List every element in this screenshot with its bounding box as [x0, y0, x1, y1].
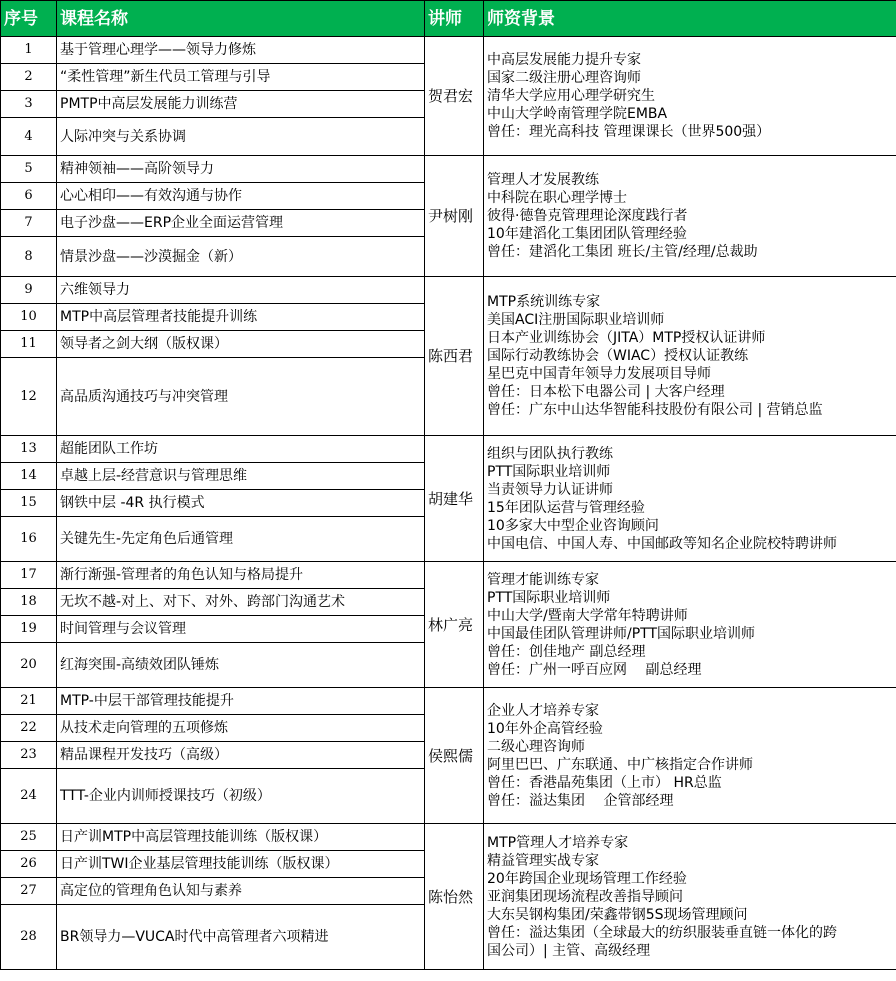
course-name: 超能团队工作坊 — [57, 436, 425, 463]
header-num: 序号 — [1, 1, 57, 37]
course-number: 10 — [1, 304, 57, 331]
course-number: 22 — [1, 715, 57, 742]
teacher-background — [484, 156, 896, 277]
teacher-name: 陈西君 — [425, 277, 484, 436]
table-body — [1, 37, 896, 970]
course-name: 精神领袖——高阶领导力 — [57, 156, 425, 183]
header-row — [1, 1, 896, 37]
table-row — [1, 37, 896, 64]
teacher-background — [484, 277, 896, 436]
course-name: 无坎不越-对上、对下、对外、跨部门沟通艺术 — [57, 589, 425, 616]
course-name: 卓越上层-经营意识与管理思维 — [57, 463, 425, 490]
background-line: PTT国际职业培训师 — [487, 589, 611, 606]
background-line: 曾任：理光高科技 管理课课长（世界500强） — [487, 124, 771, 140]
course-name: 时间管理与会议管理 — [57, 616, 425, 643]
course-name: 高品质沟通技巧与冲突管理 — [57, 358, 425, 436]
header-course: 课程名称 — [57, 1, 425, 37]
background-line: 曾任：溢达集团 企管部经理 — [487, 792, 674, 809]
background-line: 彼得·德鲁克管理理论深度践行者 — [487, 208, 688, 224]
course-number: 12 — [1, 358, 57, 436]
background-line: 曾任：广东中山达华智能科技股份有限公司 | 营销总监 — [487, 402, 823, 418]
course-number: 21 — [1, 688, 57, 715]
course-number: 25 — [1, 824, 57, 851]
background-line: 曾任：创佳地产 副总经理 — [487, 643, 646, 660]
table-row — [1, 562, 896, 589]
table-row — [1, 436, 896, 463]
background-line: 中高层发展能力提升专家 — [487, 52, 641, 68]
teacher-name: 贺君宏 — [425, 37, 484, 156]
table-row — [1, 824, 896, 851]
teacher-background — [484, 562, 896, 688]
teacher-name: 林广亮 — [425, 562, 484, 688]
background-line: 精益管理实战专家 — [487, 852, 599, 869]
background-line: 中国最佳团队管理讲师/PTT国际职业培训师 — [487, 625, 756, 642]
course-name: 精品课程开发技巧（高级） — [57, 742, 425, 769]
course-name: 日产训TWI企业基层管理技能训练（版权课） — [57, 851, 425, 878]
course-number: 4 — [1, 118, 57, 156]
background-line: 日本产业训练协会（JITA）MTP授权认证讲师 — [487, 330, 766, 346]
teacher-name: 侯熙儒 — [425, 688, 484, 824]
course-name: 红海突围-高绩效团队锤炼 — [57, 643, 425, 688]
course-name: 电子沙盘——ERP企业全面运营管理 — [57, 210, 425, 237]
course-number: 18 — [1, 589, 57, 616]
teacher-background — [484, 436, 896, 562]
course-number: 2 — [1, 64, 57, 91]
teacher-background — [484, 37, 896, 156]
course-name: 日产训MTP中高层管理技能训练（版权课） — [57, 824, 425, 851]
background-line: 曾任：建滔化工集团 班长/主管/经理/总裁助 — [487, 244, 758, 260]
course-name: 高定位的管理角色认知与素养 — [57, 878, 425, 905]
background-line: 10年建滔化工集团团队管理经验 — [487, 226, 687, 242]
background-line: 中科院在职心理学博士 — [487, 190, 627, 206]
background-line: 清华大学应用心理学研究生 — [487, 88, 655, 104]
course-number: 5 — [1, 156, 57, 183]
table-row — [1, 277, 896, 304]
course-number: 1 — [1, 37, 57, 64]
course-number: 7 — [1, 210, 57, 237]
header-teacher: 讲师 — [425, 1, 484, 37]
background-line: 中山大学岭南管理学院EMBA — [487, 106, 668, 122]
background-line: 亚润集团现场流程改善指导顾问 — [487, 888, 683, 905]
course-name: MTP-中层干部管理技能提升 — [57, 688, 425, 715]
course-number: 19 — [1, 616, 57, 643]
background-line: 国公司）| 主管、高级经理 — [487, 942, 651, 959]
course-name: 从技术走向管理的五项修炼 — [57, 715, 425, 742]
course-number: 3 — [1, 91, 57, 118]
background-line: 曾任：香港晶苑集团（上市） HR总监 — [487, 774, 722, 791]
course-name: 领导者之剑大纲（版权课） — [57, 331, 425, 358]
teacher-background — [484, 688, 896, 824]
background-line: 国家二级注册心理咨询师 — [487, 70, 641, 86]
course-name: BR领导力—VUCA时代中高管理者六项精进 — [57, 905, 425, 970]
background-line: 中山大学/暨南大学常年特聘讲师 — [487, 607, 688, 624]
background-line: 组织与团队执行教练 — [487, 445, 613, 462]
course-number: 14 — [1, 463, 57, 490]
background-line: 曾任：日本松下电器公司 | 大客户经理 — [487, 384, 725, 400]
course-number: 26 — [1, 851, 57, 878]
teacher-background — [484, 824, 896, 970]
background-line: 企业人才培养专家 — [487, 702, 599, 719]
background-line: 国际行动教练协会（WIAC）授权认证教练 — [487, 348, 749, 364]
course-number: 24 — [1, 769, 57, 824]
background-line: 美国ACI注册国际职业培训师 — [487, 312, 665, 328]
background-line: 曾任：广州一呼百应网 副总经理 — [487, 661, 702, 678]
background-line: 曾任：溢达集团（全球最大的纺织服装垂直链一体化的跨 — [487, 924, 837, 941]
course-name: 心心相印——有效沟通与协作 — [57, 183, 425, 210]
background-line: 中国电信、中国人寿、中国邮政等知名企业院校特聘讲师 — [487, 535, 837, 552]
course-name: PMTP中高层发展能力训练营 — [57, 91, 425, 118]
course-number: 20 — [1, 643, 57, 688]
teacher-name: 陈怡然 — [425, 824, 484, 970]
course-number: 27 — [1, 878, 57, 905]
course-name: 钢铁中层 -4R 执行模式 — [57, 490, 425, 517]
course-name: “柔性管理”新生代员工管理与引导 — [57, 64, 425, 91]
course-name: TTT-企业内训师授课技巧（初级） — [57, 769, 425, 824]
table-row — [1, 156, 896, 183]
background-line: MTP管理人才培养专家 — [487, 834, 629, 851]
header-background: 师资背景 — [484, 1, 896, 37]
background-line: 二级心理咨询师 — [487, 738, 585, 755]
course-name: 关键先生-先定角色后通管理 — [57, 517, 425, 562]
teacher-name: 胡建华 — [425, 436, 484, 562]
course-number: 13 — [1, 436, 57, 463]
course-name: 基于管理心理学——领导力修炼 — [57, 37, 425, 64]
course-name: MTP中高层管理者技能提升训练 — [57, 304, 425, 331]
course-number: 16 — [1, 517, 57, 562]
course-number: 11 — [1, 331, 57, 358]
course-name: 六维领导力 — [57, 277, 425, 304]
course-number: 6 — [1, 183, 57, 210]
background-line: 管理才能训练专家 — [487, 571, 599, 588]
course-number: 8 — [1, 237, 57, 277]
course-number: 17 — [1, 562, 57, 589]
course-name: 渐行渐强-管理者的角色认知与格局提升 — [57, 562, 425, 589]
background-line: 10多家大中型企业咨询顾问 — [487, 517, 659, 534]
background-line: MTP系统训练专家 — [487, 294, 601, 310]
background-line: 管理人才发展教练 — [487, 172, 599, 188]
background-line: 阿里巴巴、广东联通、中广核指定合作讲师 — [487, 756, 753, 773]
course-name: 情景沙盘——沙漠掘金（新） — [57, 237, 425, 277]
background-line: 10年外企高管经验 — [487, 720, 603, 737]
background-line: 当责领导力认证讲师 — [487, 481, 613, 498]
table-row — [1, 688, 896, 715]
background-line: 大东吴钢构集团/荣鑫带钢5S现场管理顾问 — [487, 906, 748, 923]
course-number: 23 — [1, 742, 57, 769]
background-line: 20年跨国企业现场管理工作经验 — [487, 870, 687, 887]
course-number: 28 — [1, 905, 57, 970]
course-number: 15 — [1, 490, 57, 517]
background-line: 星巴克中国青年领导力发展项目导师 — [487, 366, 711, 382]
course-name: 人际冲突与关系协调 — [57, 118, 425, 156]
background-line: 15年团队运营与管理经验 — [487, 499, 645, 516]
teacher-name: 尹树刚 — [425, 156, 484, 277]
background-line: PTT国际职业培训师 — [487, 463, 611, 480]
course-number: 9 — [1, 277, 57, 304]
